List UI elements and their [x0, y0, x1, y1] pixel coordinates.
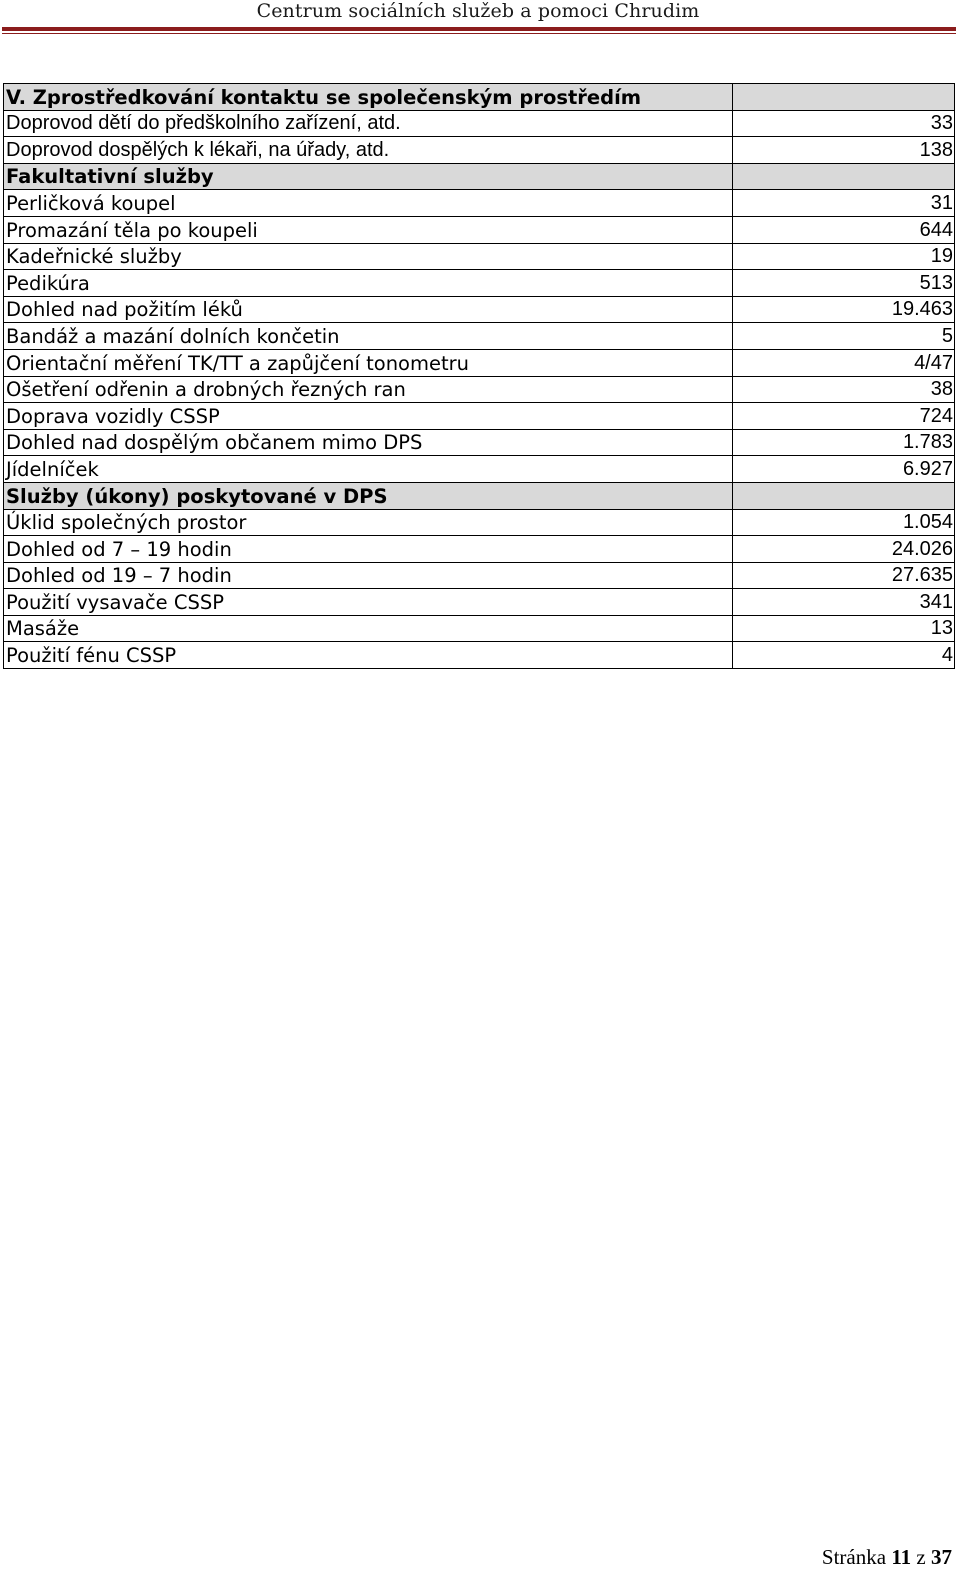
row-value: 513	[733, 270, 955, 297]
row-label: V. Zprostředkování kontaktu se společenským prostředím	[4, 84, 733, 111]
row-value: 341	[733, 589, 955, 616]
table-row	[4, 323, 955, 350]
row-value: 1.783	[733, 429, 955, 456]
row-label: Doprava vozidly CSSP	[4, 403, 733, 430]
row-label: Dohled nad požitím léků	[4, 296, 733, 323]
row-label: Dohled nad dospělým občanem mimo DPS	[4, 429, 733, 456]
row-value: 4	[733, 642, 955, 669]
header-rule-thick	[2, 27, 956, 31]
row-label: Masáže	[4, 615, 733, 642]
footer-of-word: z	[916, 1545, 926, 1569]
row-label: Bandáž a mazání dolních končetin	[4, 323, 733, 350]
table-row	[4, 456, 955, 483]
row-label: Perličková koupel	[4, 190, 733, 217]
row-value: 1.054	[733, 509, 955, 536]
row-label: Orientační měření TK/TT a zapůjčení tonometru	[4, 349, 733, 376]
table-row	[4, 403, 955, 430]
row-label: Pedikúra	[4, 270, 733, 297]
row-label: Doprovod dětí do předškolního zařízení, atd.	[4, 110, 733, 137]
table-row	[4, 615, 955, 642]
footer-page-total: 37	[931, 1545, 952, 1569]
row-label: Doprovod dospělých k lékaři, na úřady, atd.	[4, 137, 733, 164]
table-row	[4, 216, 955, 243]
services-table	[3, 83, 955, 669]
table-row	[4, 296, 955, 323]
table-row	[4, 429, 955, 456]
row-value: 19.463	[733, 296, 955, 323]
row-value: 724	[733, 403, 955, 430]
table-row-section	[4, 84, 955, 111]
table-row	[4, 270, 955, 297]
row-value: 138	[733, 137, 955, 164]
row-value	[733, 482, 955, 509]
row-value: 13	[733, 615, 955, 642]
row-value: 24.026	[733, 536, 955, 563]
footer-page-word: Stránka	[821, 1545, 887, 1569]
table-row	[4, 376, 955, 403]
footer-page-number: 11	[891, 1545, 912, 1569]
row-value: 644	[733, 216, 955, 243]
table-row-section	[4, 482, 955, 509]
row-label: Fakultativní služby	[4, 163, 733, 190]
row-label: Dohled od 19 – 7 hodin	[4, 562, 733, 589]
table-row	[4, 349, 955, 376]
row-value: 19	[733, 243, 955, 270]
row-value: 31	[733, 190, 955, 217]
row-value: 33	[733, 110, 955, 137]
row-label: Dohled od 7 – 19 hodin	[4, 536, 733, 563]
table-row	[4, 190, 955, 217]
row-value: 4/47	[733, 349, 955, 376]
page-header	[0, 0, 960, 40]
row-label: Ošetření odřenin a drobných řezných ran	[4, 376, 733, 403]
row-label: Použití fénu CSSP	[4, 642, 733, 669]
page-footer	[822, 1545, 952, 1569]
row-label: Kadeřnické služby	[4, 243, 733, 270]
row-label: Jídelníček	[4, 456, 733, 483]
table-row	[4, 562, 955, 589]
row-value: 27.635	[733, 562, 955, 589]
table-row	[4, 509, 955, 536]
page-header-title: Centrum sociálních služeb a pomoci Chrudim	[256, 0, 700, 22]
row-value: 38	[733, 376, 955, 403]
row-label: Promazání těla po koupeli	[4, 216, 733, 243]
header-rule-thin	[2, 33, 956, 34]
table-row	[4, 536, 955, 563]
row-value	[733, 163, 955, 190]
table-row	[4, 243, 955, 270]
row-value	[733, 84, 955, 111]
table-row	[4, 110, 955, 137]
table-row	[4, 642, 955, 669]
table-row-section	[4, 163, 955, 190]
row-value: 6.927	[733, 456, 955, 483]
row-label: Použití vysavače CSSP	[4, 589, 733, 616]
table-row	[4, 137, 955, 164]
row-value: 5	[733, 323, 955, 350]
row-label: Služby (úkony) poskytované v DPS	[4, 482, 733, 509]
row-label: Úklid společných prostor	[4, 509, 733, 536]
table-row	[4, 589, 955, 616]
